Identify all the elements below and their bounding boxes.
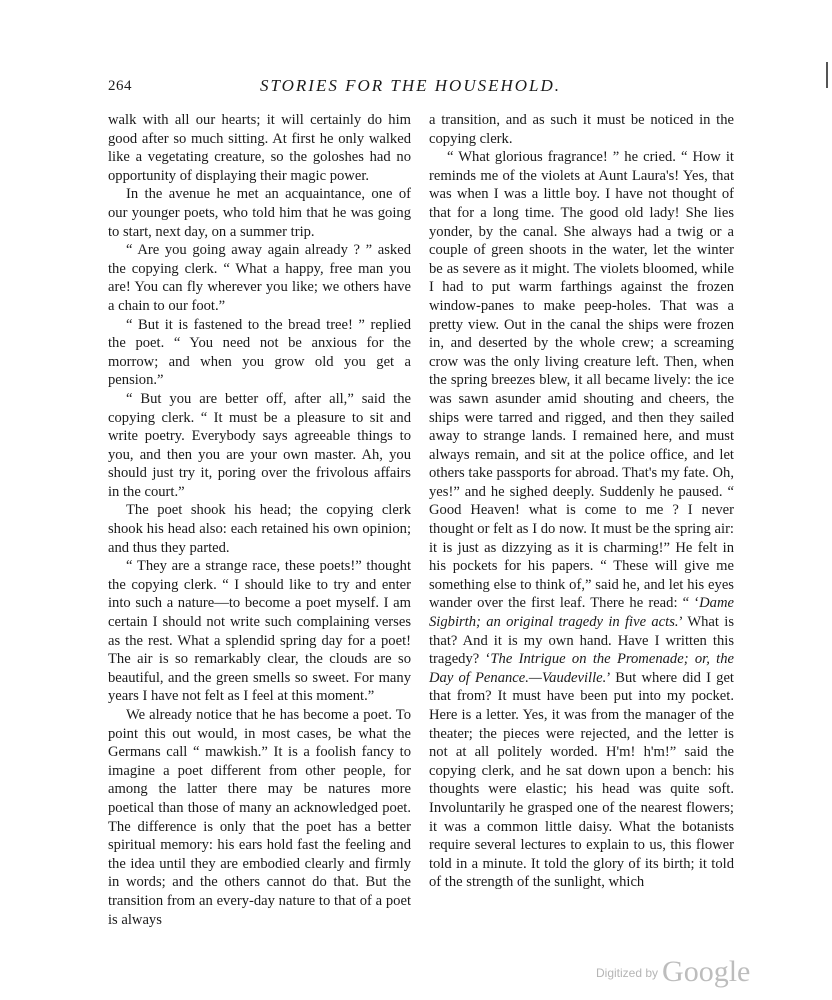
italic-title: Dame Sigbirth; an original tragedy in five acts. xyxy=(429,595,734,631)
digitized-by-watermark xyxy=(596,955,750,989)
page-number: 264 xyxy=(108,78,132,94)
paragraph: We already notice that he has become a poet. To point this out would, in most cases, be what the Germans call “ mawkish.” It is a foolish fancy to imagine a poet different from other people, for among the latter there may be natures more poetical than those of many an acknowledged poet. The difference is only that the poet has a better spiritual memory: his ears hold fast the feeling and the idea until they are embodied clearly and firmly in words; and the others cannot do that. But the transition from an every-day nature to that of a poet is always xyxy=(108,707,411,928)
italic-title: The Intrigue on the Promenade; or, the Day of Penance.—Vaudeville. xyxy=(429,651,734,686)
paragraph: “ But it is fastened to the bread tree! ” replied the poet. “ You need not be anxious for the morrow; and when you grow old you get a pension.” xyxy=(108,316,411,389)
left-column xyxy=(108,111,411,929)
paragraph: “ Are you going away again already ? ” asked the copying clerk. “ What a happy, free man you are! You can fly wherever you like; we others have a chain to our foot.” xyxy=(108,242,411,314)
paragraph: walk with all our hearts; it will certainly do him good after so much sitting. At first he only walked like a vegetating creature, so the goloshes had no opportunity of displaying their magic power. xyxy=(108,112,411,184)
paragraph: “ They are a strange race, these poets!” thought the copying clerk. “ I should like to try and enter into such a nature—to become a poet myself. I am certain I should not write such complaining verses as the rest. What a splendid spring day for a poet! The air is so remarkably clear, the clouds are so beautiful, and the green smells so sweet. For many years I have not felt as I feel at this moment.” xyxy=(108,558,411,705)
paragraph: a transition, and as such it must be noticed in the copying clerk. xyxy=(429,112,734,147)
text-run: “ What glorious fragrance! ” he cried. “ How it reminds me of the violets at Aunt Laura's! Yes, that was when I was a little boy. I have not thought of that for a long time. The good old lady! She lies yonder, by the canal. She always had a twig or a couple of green shoots in the water, let the winter be as severe as it might. The violets bloomed, while I had to put warm farthings against the frozen window-panes to make peep-holes. That was a pretty view. Out in the canal the ships were frozen in, and deserted by the whole crew; a screaming crow was the only living creature left. Then, when the spring breezes blew, it all became lively: the ice was sawn asunder amid shouting and cheers, the ships were tarred and rigged, and then they sailed away to strange lands. I remained here, and must always remain, and sit at the police office, and let others take passports for abroad. That's my fate. Oh, yes!” and he sighed deeply. Suddenly he paused. “ Good Heaven! what is come to me ? I never thought or felt as I do now. It must be the spring air: it is just as dizzying as it is charming!” He felt in his pockets for his papers. “ These will give me something else to think of,” said he, and let his eyes wander over the first leaf. There he read: “ ‘ xyxy=(429,149,734,612)
paragraph xyxy=(429,148,734,892)
text-run: ’ What is that? And it is my own hand. Have I written this tragedy? ‘ xyxy=(429,614,734,668)
google-logo: Google xyxy=(662,955,751,988)
right-column xyxy=(429,111,734,892)
paragraph: In the avenue he met an acquaintance, one of our younger poets, who told him that he was going to start, next day, on a summer trip. xyxy=(108,186,411,240)
paragraph: “ But you are better off, after all,” said the copying clerk. “ It must be a pleasure to sit and write poetry. Everybody says agreeable things to you, and then you are your own master. Ah, you should just try it, poring over the frivolous affairs in the court.” xyxy=(108,390,411,500)
running-head: STORIES FOR THE HOUSEHOLD. xyxy=(260,76,562,95)
text-run: ’ But where did I get that from? It must have been put into my pocket. Here is a letter. Yes, it was from the manager of the theater; the pieces were rejected, and the letter is not at all politely worded. H'm! h'm!” said the copying clerk, and he sat down upon a bench: his thoughts were elastic; his head was quite soft. Involuntarily he grasped one of the nearest flowers; it was a common little daisy. What the botanists require several lectures to explain to us, this flower told in a minute. It told the glory of its birth; it told of the strength of the sunlight, which xyxy=(429,669,734,891)
digitized-label: Digitized by xyxy=(596,966,659,980)
page-edge-mark xyxy=(826,62,828,88)
paragraph: The poet shook his head; the copying clerk shook his head also: each retained his own opinion; and thus they parted. xyxy=(108,502,411,556)
